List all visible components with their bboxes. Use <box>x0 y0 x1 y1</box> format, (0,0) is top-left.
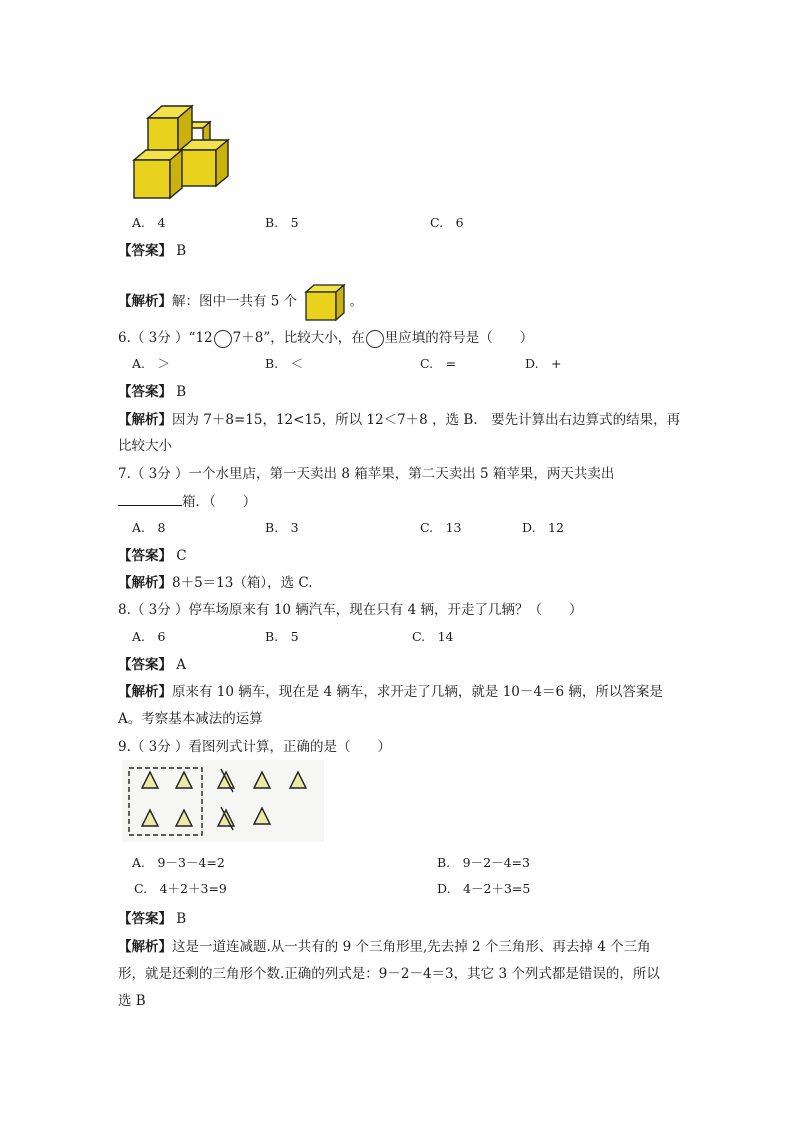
cube-icon <box>303 282 347 322</box>
q7-answer-line <box>118 544 187 564</box>
q5-analysis-line <box>118 282 363 322</box>
q9-option-a: A. 9－3－4=2 <box>132 855 225 870</box>
q7-analysis-text: 8＋5＝13（箱），选 C. <box>172 575 313 591</box>
q8-analysis-text: 原来有 10 辆车，现在是 4 辆车，求开走了几辆，就是 10－4＝6 辆，所以答案是 <box>172 684 663 700</box>
q6-option-a: A. ＞ <box>132 356 171 371</box>
answer-tag: 【答案】 <box>118 243 172 259</box>
q6-stem <box>118 326 533 348</box>
q6-analysis-text: 因为 7＋8=15，12<15，所以 12＜7＋8 ，选 B. 要先计算出右边算式的结果，再 <box>172 412 681 428</box>
answer-blank <box>118 493 182 506</box>
blank-circle-icon <box>366 330 384 348</box>
q9-answer: B <box>176 911 187 927</box>
q8-option-b: B. 5 <box>265 629 299 644</box>
q6-stem-part2: 7＋8”，比较大小，在 <box>232 330 365 346</box>
blank-circle-icon <box>214 330 232 348</box>
q6-option-b: B. ＜ <box>265 356 304 371</box>
q9-option-b: B. 9－2－4=3 <box>437 855 530 870</box>
q6-analysis-line1 <box>118 408 680 428</box>
q8-option-c: C. 14 <box>412 629 454 644</box>
q6-analysis-line2: 比较大小 <box>118 438 172 454</box>
q6-stem-part3: 里应填的符号是（ ） <box>384 330 534 346</box>
q5-option-a: A. 4 <box>132 215 166 230</box>
cube-bottom-left <box>134 150 182 198</box>
q8-option-a: A. 6 <box>132 629 166 644</box>
q5-option-b: B. 5 <box>265 215 299 230</box>
q6-option-c: C. = <box>420 356 457 371</box>
q7-stem-line1: 7.（ 3分 ）一个水里店，第一天卖出 8 箱苹果，第二天卖出 5 箱苹果，两天共卖出 <box>118 466 615 482</box>
q5-option-c: C. 6 <box>430 215 464 230</box>
q8-answer: A <box>176 657 187 673</box>
q7-analysis-line <box>118 571 313 591</box>
q9-option-c: C. 4＋2＋3=9 <box>134 881 227 896</box>
q6-answer-line <box>118 380 186 400</box>
analysis-tag: 【解析】 <box>118 412 172 428</box>
q8-stem: 8.（ 3分 ）停车场原来有 10 辆汽车，现在只有 4 辆，开走了几辆？（ ） <box>118 602 583 618</box>
q9-option-d: D. 4－2＋3=5 <box>437 881 531 896</box>
q7-option-c: C. 13 <box>420 520 462 535</box>
q9-analysis-line1 <box>118 935 651 955</box>
q9-stem: 9.（ 3分 ）看图列式计算，正确的是（ ） <box>118 739 392 755</box>
q7-option-b: B. 3 <box>265 520 299 535</box>
q5-answer: B <box>176 243 187 259</box>
cube-stack-figure <box>128 100 238 202</box>
cube-right <box>180 140 228 186</box>
q7-stem-text: 箱．（ ） <box>182 494 257 510</box>
analysis-tag: 【解析】 <box>118 293 172 310</box>
analysis-tag: 【解析】 <box>118 575 172 591</box>
q8-answer-line <box>118 653 186 673</box>
q6-option-d: D. + <box>525 356 562 371</box>
q7-option-d: D. 12 <box>522 520 564 535</box>
q8-analysis-line1 <box>118 680 663 700</box>
answer-tag: 【答案】 <box>118 657 172 673</box>
q7-option-a: A. 8 <box>132 520 166 535</box>
q7-answer: C <box>176 548 187 564</box>
q9-analysis-line3: 选 B <box>118 993 146 1009</box>
q9-analysis-text: 这是一道连减题.从一共有的 9 个三角形里,先去掉 2 个三角形、再去掉 4 个三角 <box>172 939 651 955</box>
analysis-tag: 【解析】 <box>118 684 172 700</box>
analysis-tag: 【解析】 <box>118 939 172 955</box>
triangle-figure <box>122 760 324 842</box>
q6-answer: B <box>176 384 187 400</box>
q5-analysis-text: 解：图中一共有 5 个 <box>172 293 298 310</box>
q9-analysis-line2: 形，就是还剩的三角形个数.正确的列式是：9－2－4＝3，其它 3 个列式都是错误的，所以 <box>118 966 660 982</box>
answer-tag: 【答案】 <box>118 548 172 564</box>
q5-analysis-end: 。 <box>349 293 363 310</box>
q6-stem-part1: 6.（ 3分 ）“12 <box>118 330 213 346</box>
q5-answer-line <box>118 239 186 259</box>
q9-answer-line <box>118 907 186 927</box>
q8-analysis-line2: A。考察基本减法的运算 <box>118 711 263 727</box>
q7-stem-line2 <box>118 490 256 510</box>
answer-tag: 【答案】 <box>118 911 172 927</box>
answer-tag: 【答案】 <box>118 384 172 400</box>
